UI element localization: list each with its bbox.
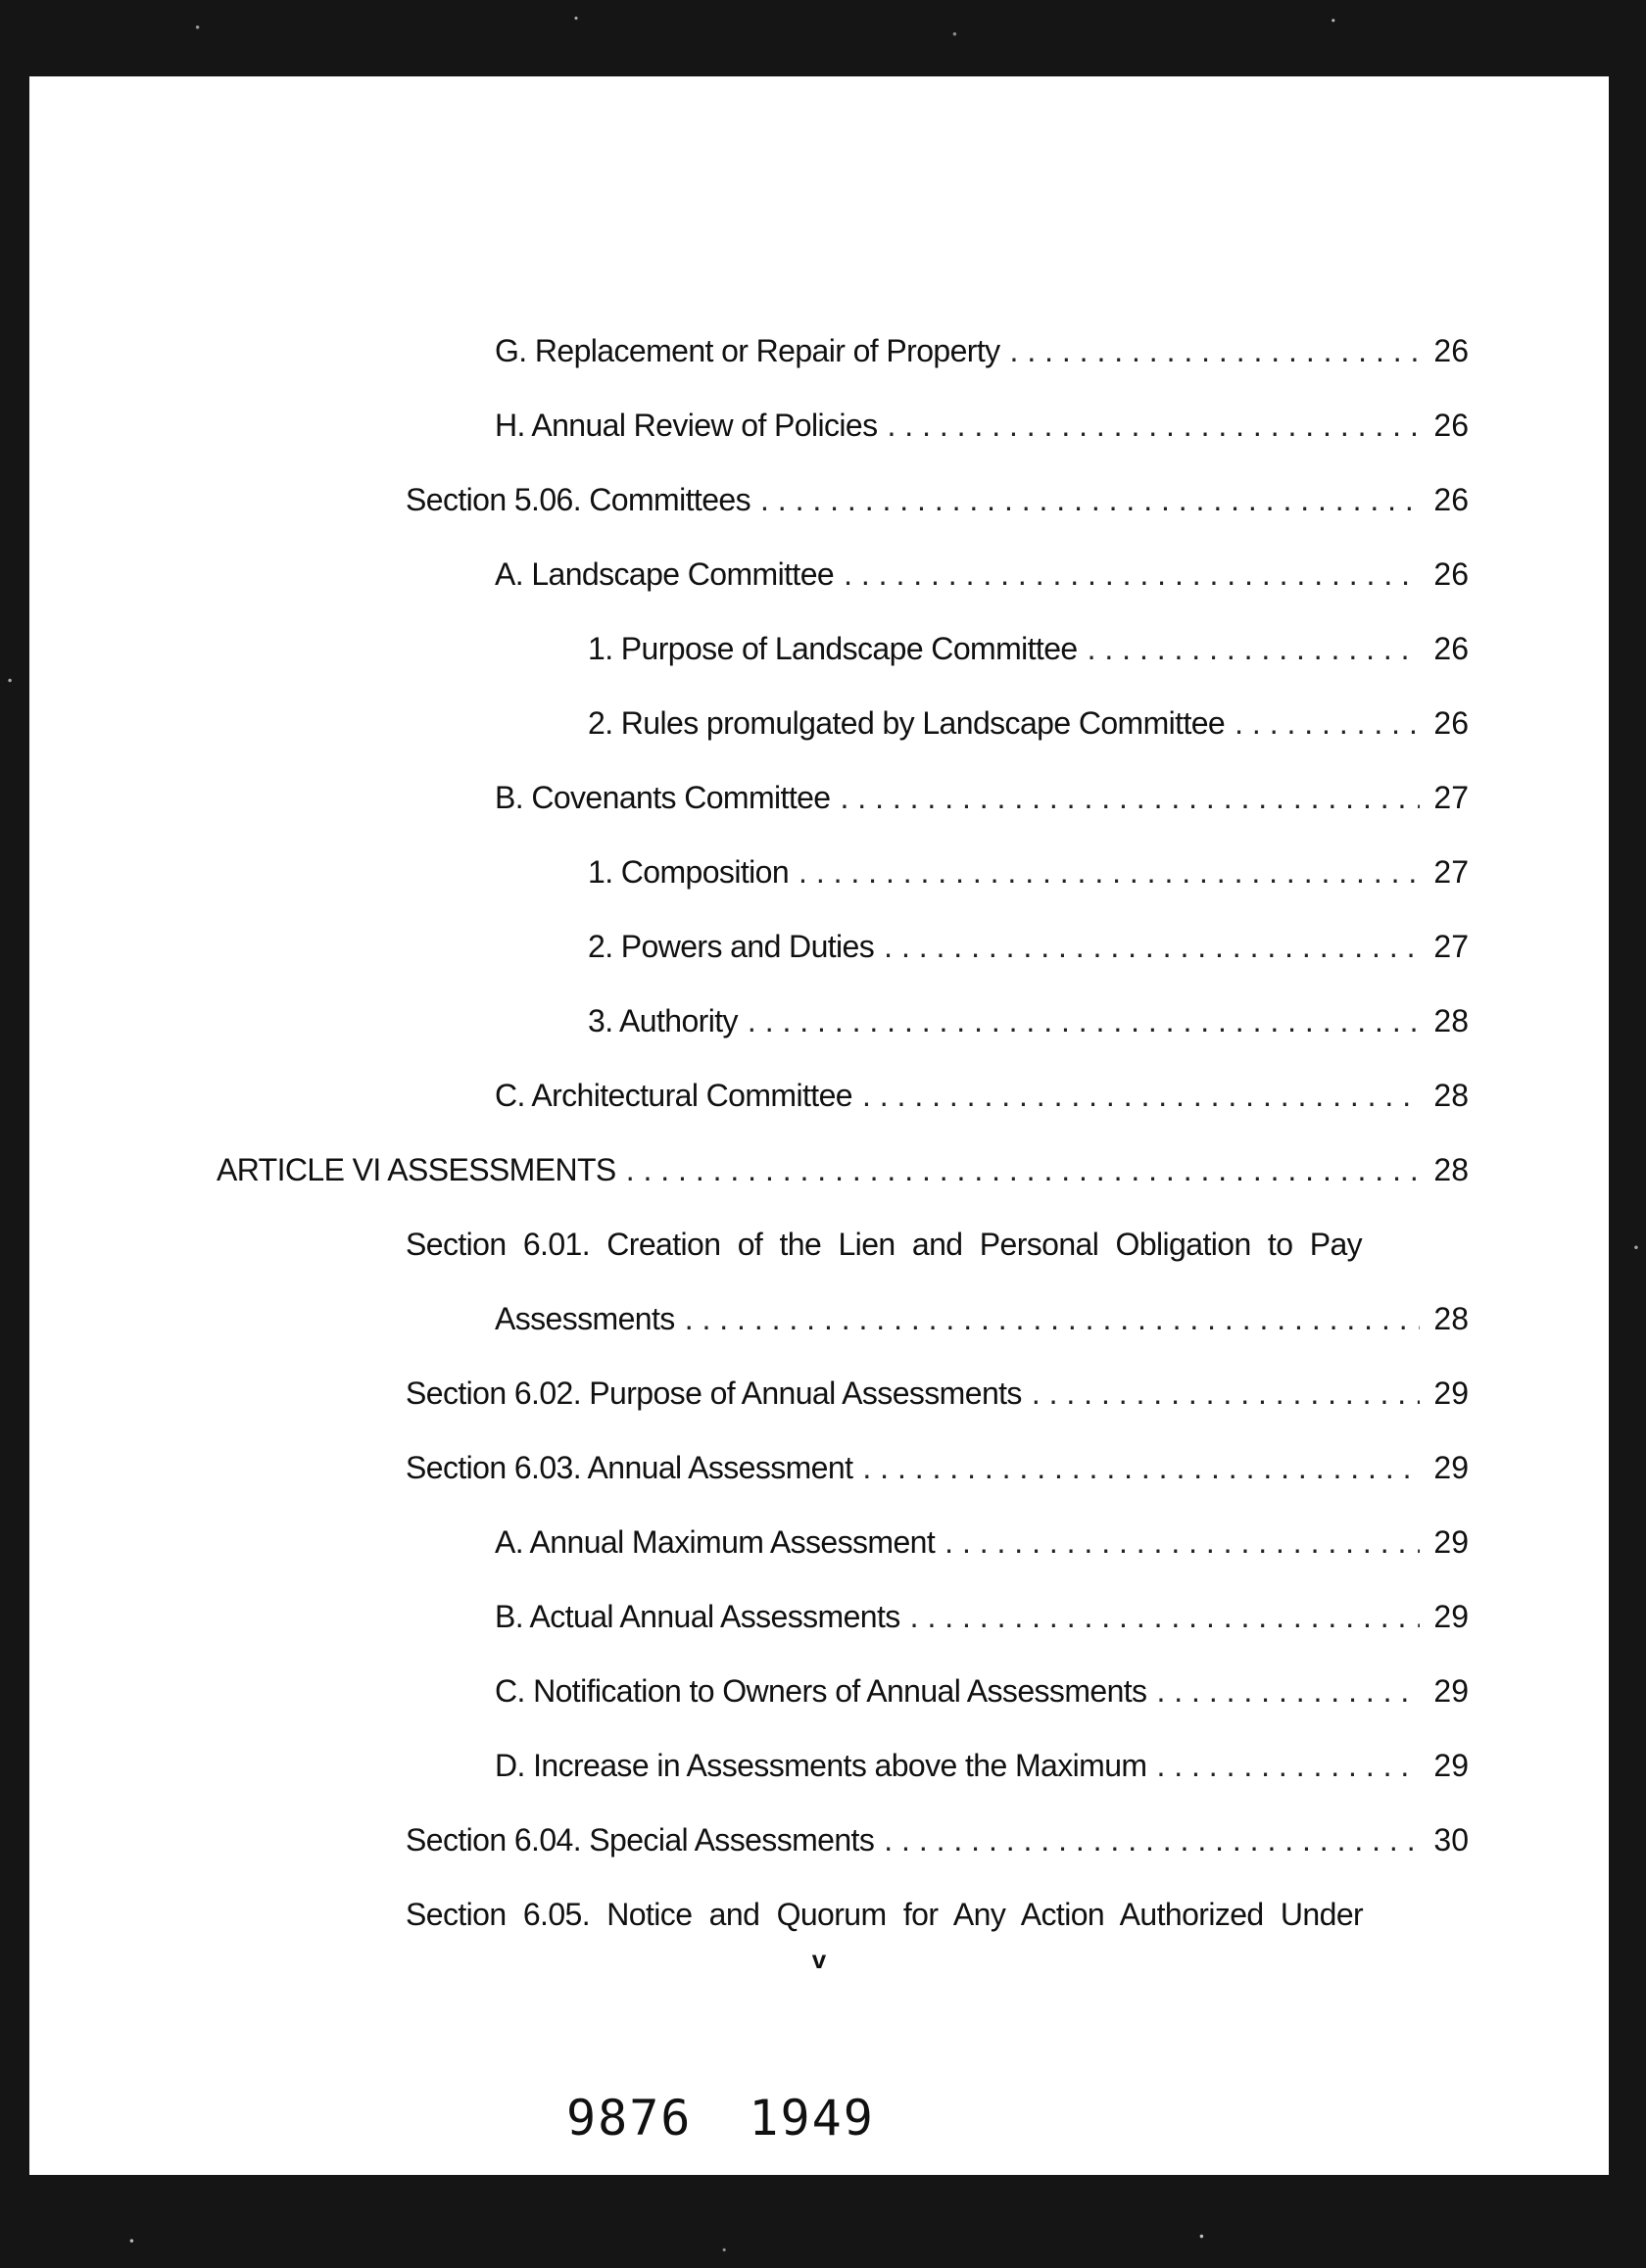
toc-entry: [406, 478, 1469, 521]
dot-leader: [1156, 1744, 1420, 1787]
toc-entry-page: 28: [1433, 1301, 1469, 1336]
toc-entry-label: A. Landscape Committee: [495, 556, 835, 592]
toc-entry: [588, 627, 1469, 670]
dot-leader: [944, 1520, 1420, 1564]
toc-entry-page: 26: [1433, 556, 1469, 592]
dot-leader: [884, 1818, 1420, 1861]
toc-entry-page: 29: [1433, 1748, 1469, 1783]
toc-entry-page: 28: [1433, 1003, 1469, 1038]
dot-leader: [862, 1446, 1420, 1489]
toc-entry-label: Section 6.02. Purpose of Annual Assessments: [406, 1375, 1022, 1411]
toc-entry-label: G. Replacement or Repair of Property: [495, 333, 1000, 368]
dot-leader: [862, 1074, 1420, 1117]
toc-entry: [406, 1372, 1469, 1415]
page-folio: v: [811, 1945, 827, 1974]
table-of-contents: [29, 76, 1609, 2175]
document-page: [29, 76, 1609, 2175]
toc-entry-label: C. Architectural Committee: [495, 1078, 852, 1113]
toc-entry-page: 28: [1433, 1152, 1469, 1187]
toc-entry-article: [217, 1148, 1469, 1191]
toc-entry: [588, 925, 1469, 968]
toc-entry: [495, 1074, 1469, 1117]
dot-leader: [1156, 1669, 1420, 1713]
dot-leader: [884, 925, 1420, 968]
document-number-part: 9876: [566, 2090, 693, 2147]
toc-entry-page: 29: [1433, 1599, 1469, 1634]
toc-entry-label: ARTICLE VI ASSESSMENTS: [217, 1152, 616, 1187]
toc-entry: [588, 999, 1469, 1042]
toc-entry-label: 1. Composition: [588, 854, 790, 890]
dot-leader: [910, 1595, 1420, 1638]
toc-entry-label: 3. Authority: [588, 1003, 738, 1038]
toc-entry-label: Section 5.06. Committees: [406, 482, 750, 517]
dot-leader: [1088, 627, 1420, 670]
toc-entry-label: C. Notification to Owners of Annual Assessments: [495, 1673, 1147, 1709]
toc-entry: [495, 329, 1469, 372]
toc-entry-label: B. Actual Annual Assessments: [495, 1599, 900, 1634]
toc-entry-page: 26: [1433, 482, 1469, 517]
dot-leader: [748, 999, 1420, 1042]
toc-entry-label: B. Covenants Committee: [495, 780, 831, 815]
toc-entry-label: Section 6.03. Annual Assessment: [406, 1450, 853, 1485]
toc-entry: [495, 553, 1469, 596]
toc-entry-page: 29: [1433, 1524, 1469, 1560]
toc-entry: [495, 1744, 1469, 1787]
toc-entry: [495, 1669, 1469, 1713]
toc-entry-wrapped: [406, 1223, 1469, 1266]
toc-entry-page: 27: [1433, 929, 1469, 964]
dot-leader: [760, 478, 1420, 521]
toc-entry-label: 2. Powers and Duties: [588, 929, 875, 964]
toc-entry: [495, 1595, 1469, 1638]
dot-leader: [888, 404, 1420, 447]
dot-leader: [1234, 701, 1420, 745]
toc-entry-page: 26: [1433, 705, 1469, 741]
dot-leader: [841, 776, 1420, 819]
dot-leader: [844, 553, 1420, 596]
toc-entry: [406, 1818, 1469, 1861]
document-number: [566, 2090, 932, 2147]
toc-entry-page: 26: [1433, 408, 1469, 443]
toc-entry-wrapped: [406, 1893, 1469, 1936]
toc-entry-label: A. Annual Maximum Assessment: [495, 1524, 936, 1560]
toc-entry-label: Section 6.04. Special Assessments: [406, 1822, 875, 1858]
dot-leader: [1032, 1372, 1420, 1415]
toc-entry: [495, 776, 1469, 819]
toc-entry-page: 27: [1433, 780, 1469, 815]
toc-entry-label: Assessments: [495, 1301, 675, 1336]
toc-entry-label: 2. Rules promulgated by Landscape Committee: [588, 705, 1226, 741]
document-number-part: 1949: [749, 2090, 875, 2147]
toc-entry-page: 28: [1433, 1078, 1469, 1113]
dot-leader: [685, 1297, 1420, 1340]
toc-entry-continuation: [495, 1297, 1469, 1340]
dot-leader: [626, 1148, 1420, 1191]
toc-entry: [588, 701, 1469, 745]
toc-entry-page: 30: [1433, 1822, 1469, 1858]
dot-leader: [799, 850, 1420, 893]
toc-entry-page: 29: [1433, 1450, 1469, 1485]
dot-leader: [1010, 329, 1420, 372]
toc-entry-label: Section 6.05. Notice and Quorum for Any Action Authorized Under: [406, 1897, 1364, 1932]
toc-entry-label: D. Increase in Assessments above the Maximum: [495, 1748, 1147, 1783]
toc-entry-page: 27: [1433, 854, 1469, 890]
toc-entry-page: 29: [1433, 1375, 1469, 1411]
toc-entry-page: 26: [1433, 631, 1469, 666]
toc-entry-label: 1. Purpose of Landscape Committee: [588, 631, 1078, 666]
toc-entry: [495, 1520, 1469, 1564]
toc-entry-label: H. Annual Review of Policies: [495, 408, 878, 443]
toc-entry-page: 26: [1433, 333, 1469, 368]
toc-entry-label: Section 6.01. Creation of the Lien and Personal Obligation to Pay: [406, 1227, 1363, 1262]
toc-entry: [495, 404, 1469, 447]
toc-entry-page: 29: [1433, 1673, 1469, 1709]
toc-entry: [406, 1446, 1469, 1489]
toc-entry: [588, 850, 1469, 893]
